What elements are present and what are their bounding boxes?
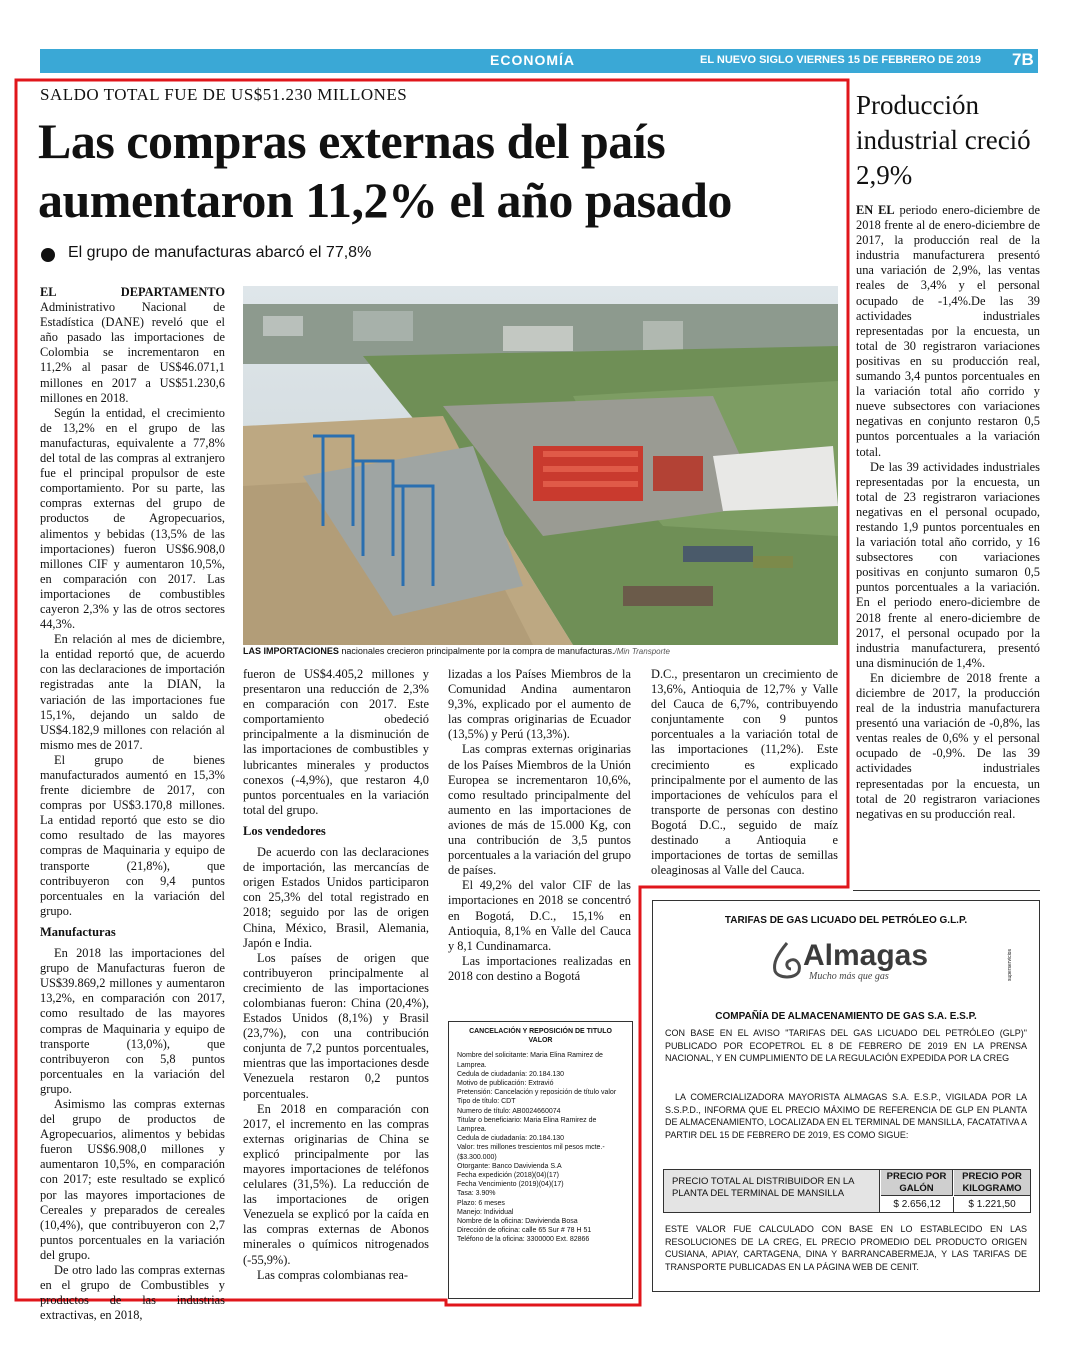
paragraph-text: De las 39 actividades industriales representadas por la encuesta, un total de 23 registraron variaciones negativas en el personal ocupado, restando 1,9 puntos porcentuales en la variación total año corrido, y 16 subsectores con variaciones positivas en conjunto sumaron 0,5 puntos porcentuales a la variación. En el periodo enero-diciembre de 2018 frente al enero-diciembre de 2017, el personal ocupado por la industria manufacturera, presentó una disminución de 1,4%.	[856, 459, 1040, 670]
paragraph-text: D.C., presentaron un crecimiento de 13,6%, Antioquia de 12,7% y Valle del Cauca de 6,7%, contribuyendo conjuntamente con 9 puntos porcentuales a la variación total de las importaciones (11,2%). Este crecimiento es explicado principalmente por el aumento de las importaciones de vehículos para el transporte de personas con destino Bogotá D.C., seguido de maíz destinado a Antioquia e importaciones de tortas de semillas oleaginosas al Valle del Cauca.	[651, 667, 838, 878]
article-column-2	[243, 667, 429, 1283]
notice-line: Cedula de ciudadanía: 20.184.130	[457, 1135, 565, 1143]
company-name: COMPAÑÍA DE ALMACENAMIENTO DE GAS S.A. E.S.P.	[715, 1011, 977, 1022]
price-table	[663, 1169, 1031, 1213]
paragraph-text: Los países de origen que contribuyeron principalmente al crecimiento de las importaciones colombianas fueron: China (20,4%), Estados Unidos (8,1%) y Brasil (23,7%), con una contribución conjunta de 7,2 puntos porcentuales, mientras que las importaciones desde Venezuela restaron 0,2 puntos porcentuales.	[243, 950, 429, 1101]
paragraph-text: Las importaciones realizadas en 2018 con destino a Bogotá	[448, 953, 631, 983]
ad-paragraph-1: CON BASE EN EL AVISO "TARIFAS DEL GAS LICUADO DEL PETRÓLEO (GLP)" PUBLICADO POR ECOPETROL EL 8 DE FEBRERO DE 2019 EN LA PRENSA NACIONAL, Y EN CUMPLIMIENTO DE LA REGULACIÓN EXPEDIDA POR LA CREG	[665, 1028, 1027, 1063]
article-headline: Las compras externas del país aumentaron 11,2% el año pasado	[38, 113, 732, 228]
paragraph	[40, 1097, 225, 1263]
caption-lead: LAS IMPORTACIONES	[243, 646, 339, 656]
paragraph-text: El 49,2% del valor CIF de las importaciones en 2018 se concentró en Bogotá, D.C., 15,1% en Antioquia, 8,1% en Valle del Cauca y 8,1 Cundinamarca.	[448, 878, 631, 953]
notice-line: Fecha expedición (2018)(04)(17)	[457, 1172, 559, 1180]
page-number: 7B	[1012, 50, 1034, 69]
paragraph	[448, 878, 631, 953]
paragraph-text: En diciembre de 2018 frente a diciembre de 2017, la producción real de la industria manufacturera presentó una variación de -0,8%, las ventas reales de 0,6% y el personal ocupado de -0,9%. De las 39 actividades industriales representadas por la encuesta, un total de 20 registraron variaciones negativas en su producción real.	[856, 670, 1040, 821]
paragraph	[651, 667, 838, 878]
article-column-1	[40, 285, 225, 1323]
price-kilogram-value: $ 1.221,50	[968, 1199, 1016, 1210]
paragraph-text: fueron de US$4.405,2 millones y presentaron una reducción de 2,3% en comparación con 2017. Este comportamiento obedeció principalmente a la disminución de las importaciones de combustibles y lubricantes minerales y productos conexos (-4,9%), que restaron 4,0 puntos porcentuales en la variación total del grupo.	[243, 667, 429, 817]
paragraph	[856, 460, 1040, 671]
article-column-3	[448, 667, 631, 984]
ad-title: TARIFAS DE GAS LICUADO DEL PETRÓLEO G.L.P.	[724, 915, 968, 926]
article-subhead: El grupo de manufacturas abarcó el 77,8%	[68, 244, 372, 261]
paragraph-text: lizadas a los Países Miembros de la Comunidad Andina aumentaron 9,3%, explicado por el aumento de las compras originarias de Ecuador (13,5%) y Perú (13,3%).	[448, 667, 631, 742]
notice-line: Fecha Vencimiento (2019)(04)(17)	[457, 1181, 564, 1189]
port-photo	[243, 286, 838, 645]
paragraph	[243, 1102, 429, 1268]
paragraph	[40, 946, 225, 1097]
notice-line: Manejo: Individual	[457, 1208, 514, 1216]
paragraph-text: En 2018 en comparación con 2017, el incremento en las compras externas originarias de China se explicó principalmente por las mayores importaciones de teléfonos celulares (31,5%). La reducción de las importaciones de origen Venezuela se explicó por la caída en las compras externas de Abonos minerales o químicos nitrogenados (-55,9%).	[243, 1101, 429, 1267]
notice-line: Dirección de oficina: calle 65 Sur # 78 H 51	[457, 1227, 592, 1235]
paragraph-text: periodo enero-diciembre de 2018 frente al de enero-diciembre de 2017, la producción real de la industria manufacturera presentó una variación de 2,9%, las ventas reales de 3,4% y el personal ocupado de -1,4%.De las 39 actividades industriales representadas por la encuesta, un total de 30 registraron variaciones positivas en su producción real, sumando 3,4 puntos porcentuales en la variación total año corrido y nueve subsectores con variaciones negativas en conjunto restaron 0,5 puntos porcentuales a la variación total.	[856, 203, 1040, 459]
bullet-icon	[41, 248, 55, 262]
paragraph	[40, 753, 225, 919]
caption-text: nacionales crecieron principalmente por la compra de manufacturas.	[338, 646, 615, 656]
notice-line: Valor: tres millones trescientos mil pesos mcte.- ($3.300.000)	[457, 1144, 605, 1161]
notice-lines	[449, 1051, 632, 1244]
almagas-logo	[803, 941, 928, 982]
paragraph	[448, 667, 631, 742]
paragraph	[856, 203, 1040, 460]
paragraph	[40, 632, 225, 753]
notice-line: Nombre del solicitante: Maria Elina Ramirez de Lamprea.	[457, 1052, 603, 1069]
paragraph	[243, 951, 429, 1102]
paragraph-text: Administrativo Nacional de Estadística (DANE) reveló que el año pasado las importaciones de Colombia se incrementaron en 11,2% al pasar de US$46.071,1 millones en 2017 a US$51.230,6 millones en 2018.	[40, 300, 225, 405]
publication-date: EL NUEVO SIGLO VIERNES 15 DE FEBRERO DE 2019	[700, 54, 981, 66]
paragraph-text: De acuerdo con las declaraciones de importación, las mercancías de origen Estados Unidos participaron con 25,3% del total registrado en 2018; seguido por las de origen China, México, Brasil, Alemania, Japón e India.	[243, 845, 429, 950]
notice-line: Otorgante: Banco Davivienda S.A	[457, 1162, 562, 1170]
gas-tariff-ad	[652, 900, 1040, 1292]
paragraph-text: De otro lado las compras externas en el grupo de Combustibles y productos de las industrias extractivas, en 2018,	[40, 1263, 225, 1323]
paragraph	[856, 671, 1040, 822]
sidebar-divider	[853, 890, 1040, 891]
price-row-label: PRECIO TOTAL AL DISTRIBUIDOR EN LA PLANTA DEL TERMINAL DE MANSILLA	[664, 1170, 880, 1212]
paragraph-text: Según la entidad, el crecimiento de 13,2% en el grupo de las manufacturas, equivalente a 77,8% del total de las compras al extranjero fue el principal propulsor de este comportamiento. Por su parte, las compras externas del grupo de productos de Agropecuarios, alimentos y bebidas (13,5% de las importaciones) fueron US$6.908,0 millones CIF y aumentaron 10,5%, en comparación con 2017. Las importaciones de combustibles cayeron 2,3% y las de otros sectores 44,3%.	[40, 405, 225, 632]
ad-paragraph-3: ESTE VALOR FUE CALCULADO CON BASE EN LO ESTABLECIDO EN LAS RESOLUCIONES DE LA CREG, EL PRECIO PROMEDIO DEL PRODUCTO ORIGEN CUSIANA, APIAY, CARTAGENA, DINA Y BARRANCABERMEJA, Y LAS TARIFAS DE TRANSPORTE PUBLICADAS EN LA PÁGINA WEB DE CENIT.	[665, 1224, 1027, 1272]
paragraph	[243, 667, 429, 818]
paragraph-text: Las compras colombianas rea-	[257, 1267, 409, 1282]
paragraph-text: En 2018 las importaciones del grupo de Manufacturas fueron de US$39.869,2 millones y aumentaron 13,2%, en comparación con 2017, como resultado de las mayores compras de Maquinaria y equipo de transporte (13,0%), que contribuyeron con 5,8 puntos porcentuales en la variación del grupo.	[40, 946, 225, 1096]
ad-paragraph-2: LA COMERCIALIZADORA MAYORISTA ALMAGAS S.A. E.S.P., VIGILADA POR LA S.S.P.D., INFORMA QUE EL PRECIO MÁXIMO DE REFERENCIA DE GLP EN PLANTA DE ALMACENAMIENTO, LOCALIZADA EN EL TERMINAL DE MANSILLA, FACATATIVA A PARTIR DEL 15 DE FEBRERO DE 2019, ES COMO SIGUE:	[665, 1092, 1027, 1140]
sidebar-body	[856, 203, 1040, 822]
lead-in: EN EL	[856, 203, 895, 217]
paragraph	[448, 742, 631, 878]
paragraph	[40, 406, 225, 632]
paragraph-text: El grupo de bienes manufacturados aumentó en 15,3% frente diciembre de 2017, con compras por US$3.170,8 millones. La entidad reportó que esto se dio como resultado de las mayores compras de Maquinaria y equipo de transporte (21,8%), que contribuyeron con 9,4 puntos porcentuales en la variación del grupo.	[40, 752, 225, 918]
section-name: ECONOMÍA	[490, 52, 575, 68]
notice-line: Numero de título: AB0024660074	[457, 1107, 561, 1115]
notice-line: Pretensión: Cancelación y reposición de título valor	[457, 1089, 617, 1097]
lead-in: EL DEPARTAMENTO	[40, 285, 225, 299]
notice-box	[448, 1021, 633, 1299]
brand-tagline: Mucho más que gas	[809, 971, 889, 982]
photo-caption	[243, 646, 838, 656]
notice-line: Tasa: 3.90%	[457, 1190, 496, 1198]
paragraph-text: Asimismo las compras externas del grupo de productos de Agropecuarios, alimentos y bebidas fueron US$6.908,0 millones y aumentaron 10,5%, en comparación con 2017; este resultado se explicó por las mayores importaciones de Cereales y preparados de cereales (10,4%), que contribuyeron con 2,7 puntos porcentuales en la variación del grupo.	[40, 1096, 225, 1262]
notice-title: CANCELACIÓN Y REPOSICIÓN DE TITULO VALOR	[469, 1028, 612, 1045]
article-kicker: SALDO TOTAL FUE DE US$51.230 MILLONES	[40, 85, 408, 104]
paragraph	[448, 954, 631, 984]
superservicios-mark: superservicios	[1007, 949, 1013, 981]
paragraph-text: Las compras externas originarias de los Países Miembros de la Unión Europea se incrementaron 10,6%, como resultado principalmente del aumento en las importaciones de aviones de más de 15.000 Kg, con una contribución de 3,5 puntos porcentuales a la variación del grupo de países.	[448, 742, 631, 878]
notice-line: Nombre de la oficina: Davivienda Bosa	[457, 1218, 578, 1226]
notice-line: Cedula de ciudadanía: 20.184.130	[457, 1070, 565, 1078]
notice-line: Motivo de publicación: Extravió	[457, 1080, 554, 1088]
price-kilogram-header: PRECIO POR KILOGRAMO	[954, 1170, 1030, 1196]
port-illustration	[243, 286, 838, 645]
brand-name: Almagas	[803, 939, 929, 972]
notice-line: Teléfono de la oficina: 3300000 Ext. 82866	[457, 1236, 590, 1244]
notice-line: Tipo de título: CDT	[457, 1098, 516, 1106]
paragraph	[243, 845, 429, 951]
notice-line: Titular o beneficiario: Maria Elina Ramirez de Lamprea.	[457, 1116, 597, 1134]
paragraph-text: En relación al mes de diciembre, la entidad reportó que, de acuerdo con las declaraciones de importación registradas ante la DIAN, la variación de las importaciones fue 15,1%, dejando un saldo de US$4.182,9 millones con relación al mismo mes de 2017.	[40, 632, 225, 752]
paragraph	[40, 285, 225, 406]
price-gallon-value: $ 2.656,12	[881, 1197, 954, 1212]
column-subheading: Manufacturas	[40, 924, 116, 939]
price-gallon-header: PRECIO POR GALÓN	[881, 1170, 953, 1196]
column-subheading: Los vendedores	[243, 823, 326, 838]
flame-icon	[769, 941, 805, 981]
article-column-4	[651, 667, 838, 878]
notice-line: Plazo: 6 meses	[457, 1199, 505, 1207]
paragraph	[243, 1268, 429, 1283]
sidebar-title: Producción industrial creció 2,9%	[856, 90, 1031, 190]
paragraph	[40, 1263, 225, 1323]
photo-credit: /Min Transporte	[614, 647, 670, 656]
